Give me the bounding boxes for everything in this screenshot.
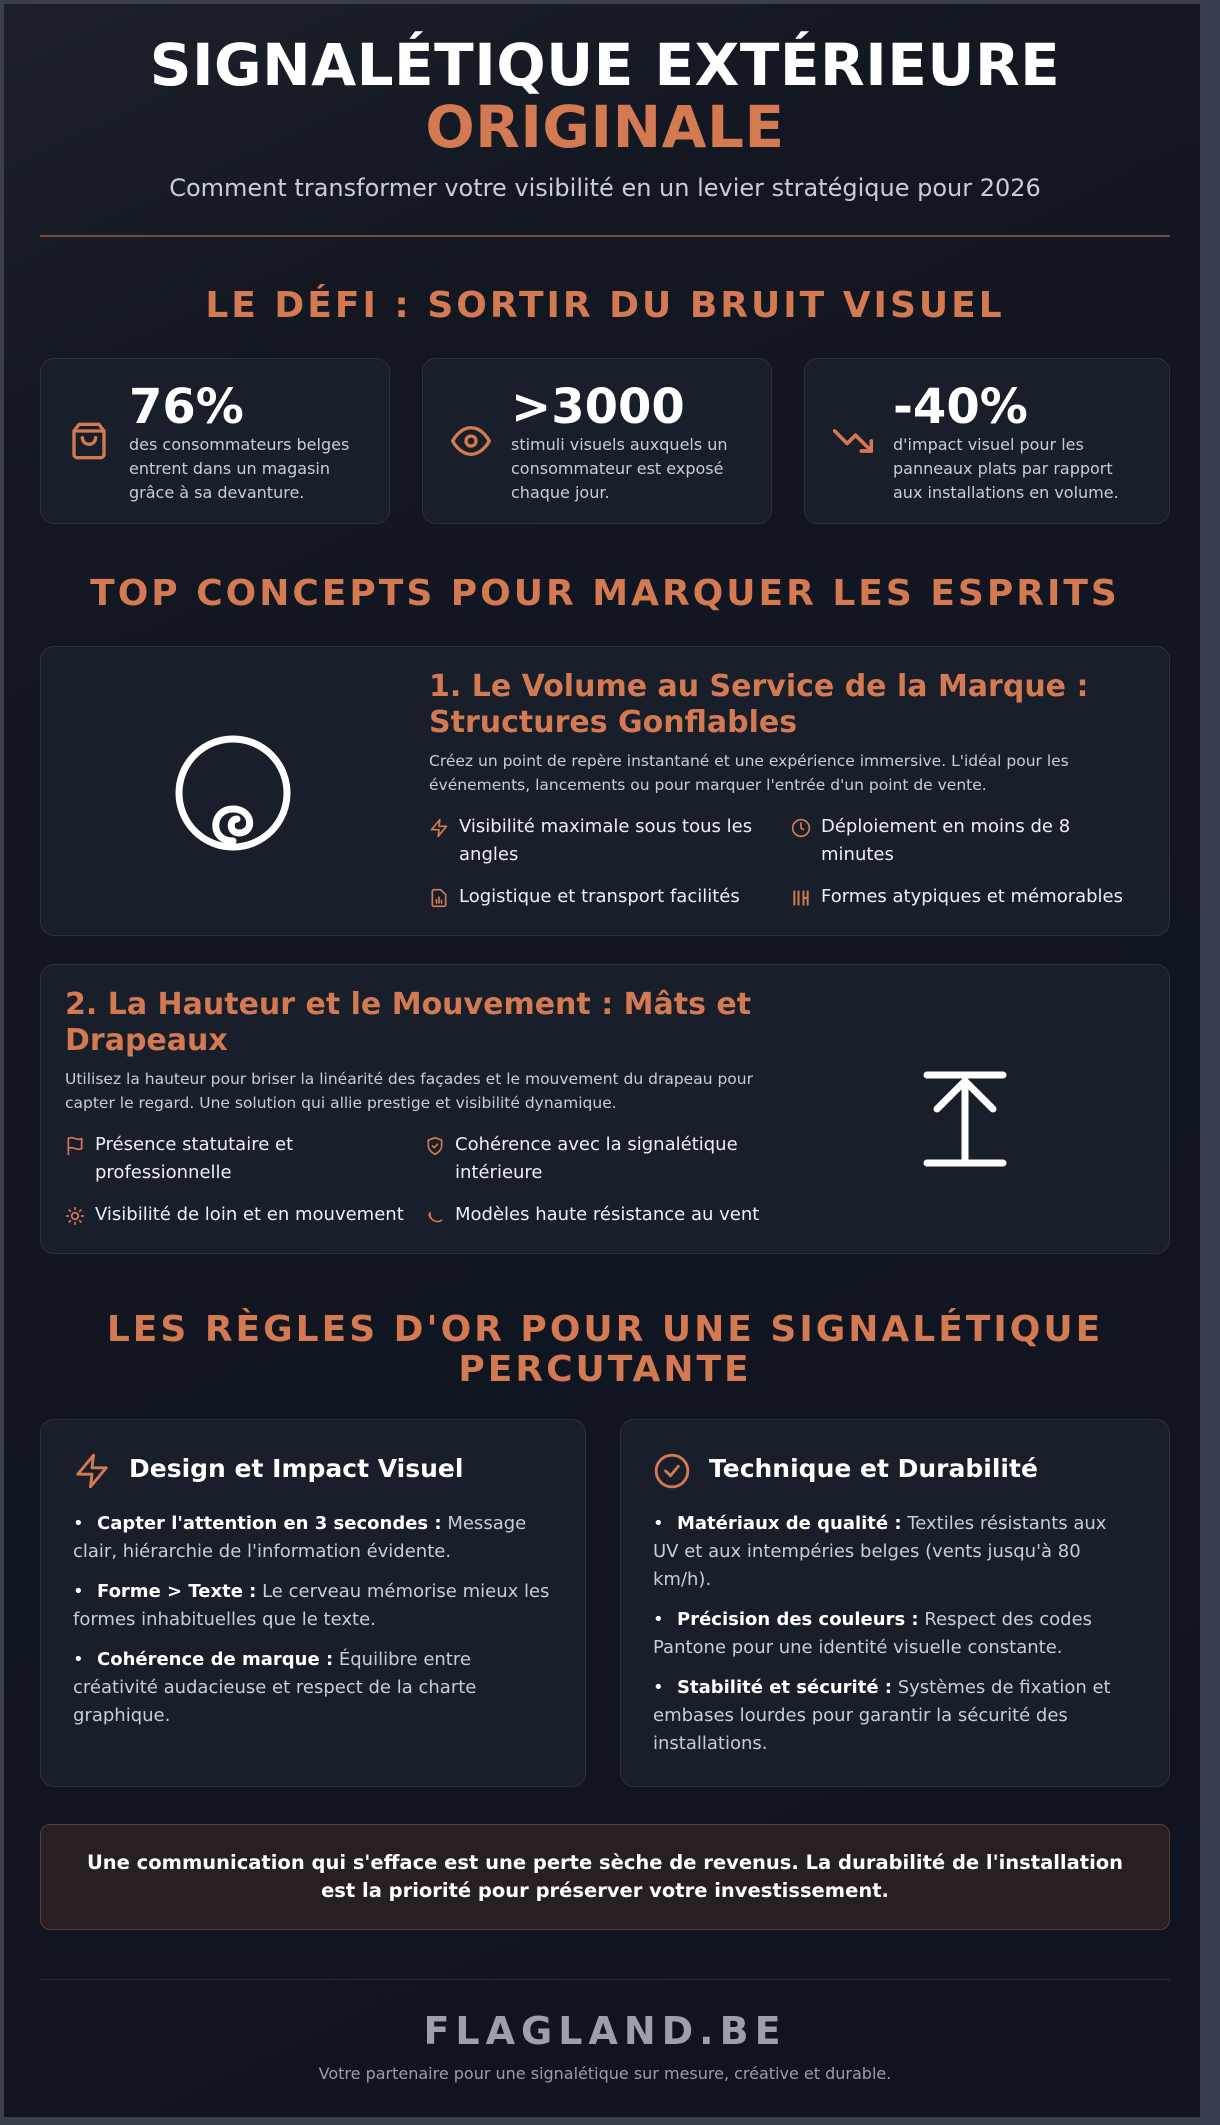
flagpole-height-icon	[923, 1069, 1007, 1169]
feature-label: Logistique et transport facilités	[459, 886, 740, 907]
stat-value: -40%	[893, 379, 1028, 435]
rule-card-title: Technique et Durabilité	[709, 1454, 1038, 1483]
rule-item-bold: Stabilité et sécurité :	[677, 1677, 892, 1698]
stat-value: >3000	[511, 379, 685, 435]
concept-description: Créez un point de repère instantané et une expérience immersive. L'idéal pour les événements, lancements ou pour marquer l'entrée d'un point de vente.	[429, 752, 1069, 794]
footer-tagline: Votre partenaire pour une signalétique sur mesure, créative et durable.	[318, 2064, 892, 2083]
trending-down-icon	[833, 421, 873, 461]
rule-item-text: Le cerveau mémorise mieux les formes inhabituelles que le texte.	[73, 1581, 550, 1630]
rule-item	[653, 1510, 1133, 1594]
feature-item	[429, 813, 759, 869]
rule-item	[73, 1510, 553, 1566]
rules-title-line2: PERCUTANTE	[458, 1349, 752, 1390]
feature-item	[425, 1131, 755, 1187]
zap-icon	[429, 818, 449, 838]
feature-item	[791, 883, 1151, 911]
feature-item	[65, 1201, 415, 1229]
concept-title: 1. Le Volume au Service de la Marque : Structures Gonflables	[429, 669, 1089, 740]
concept-card-flagpoles	[40, 964, 1170, 1254]
rule-item-text: Équilibre entre créativité audacieuse et respect de la charte graphique.	[73, 1649, 477, 1726]
concept-title: 2. La Hauteur et le Mouvement : Mâts et Drapeaux	[65, 987, 752, 1058]
rule-list	[653, 1510, 1133, 1770]
key-message-banner: Une communication qui s'efface est une perte sèche de revenus. La durabilité de l'installation est la priorité pour préserver votre investissement.	[40, 1824, 1170, 1930]
rule-item	[73, 1578, 553, 1634]
stat-value: 76%	[129, 379, 244, 435]
infographic-page	[4, 4, 1200, 2117]
sun-icon	[65, 1206, 85, 1226]
chart-file-icon	[429, 888, 449, 908]
hero-divider	[40, 235, 1170, 237]
inflatable-structure-icon	[173, 733, 293, 853]
feature-label: Visibilité de loin et en mouvement	[95, 1204, 404, 1225]
feature-label: Déploiement en moins de 8 minutes	[821, 816, 1071, 865]
hero-title	[40, 31, 1170, 161]
shapes-icon	[791, 888, 811, 908]
feature-item	[425, 1201, 765, 1229]
rule-item	[653, 1674, 1133, 1758]
concept-description: Utilisez la hauteur pour briser la linéarité des façades et le mouvement du drapeau pour capter le regard. Une solution qui allie prestige et visibilité dynamique.	[65, 1070, 753, 1112]
lightning-icon	[73, 1452, 111, 1490]
hero-title-line1: SIGNALÉTIQUE EXTÉRIEURE	[149, 31, 1061, 99]
rule-item-bold: Cohérence de marque :	[97, 1649, 334, 1670]
feature-item	[65, 1131, 395, 1187]
flag-icon	[65, 1136, 85, 1156]
rule-item	[73, 1646, 553, 1730]
concepts-title: TOP CONCEPTS POUR MARQUER LES ESPRITS	[90, 573, 1120, 614]
rule-item-bold: Capter l'attention en 3 secondes :	[97, 1513, 442, 1534]
rule-card-title: Design et Impact Visuel	[129, 1454, 464, 1483]
feature-label: Modèles haute résistance au vent	[455, 1204, 760, 1225]
challenge-title: LE DÉFI : SORTIR DU BRUIT VISUEL	[205, 285, 1005, 326]
shield-check-icon	[425, 1136, 445, 1156]
feature-label: Présence statutaire et professionnelle	[95, 1134, 294, 1183]
shopping-bag-icon	[69, 421, 109, 461]
stat-description: d'impact visuel pour les panneaux plats par rapport aux installations en volume.	[893, 435, 1119, 502]
rule-item	[653, 1606, 1133, 1662]
stat-card	[804, 358, 1170, 524]
rule-item-bold: Précision des couleurs :	[677, 1609, 919, 1630]
wind-icon	[425, 1206, 445, 1226]
rule-card-technique	[620, 1419, 1170, 1787]
stat-card	[422, 358, 772, 524]
rule-item-text: Systèmes de fixation et embases lourdes pour garantir la sécurité des installations.	[653, 1677, 1111, 1754]
feature-label: Formes atypiques et mémorables	[821, 886, 1124, 907]
rule-list	[73, 1510, 553, 1742]
stat-description: stimuli visuels auxquels un consommateur est exposé chaque jour.	[511, 435, 728, 502]
hero-section	[40, 4, 1170, 264]
eye-icon	[451, 421, 491, 461]
stat-card	[40, 358, 390, 524]
hero-title-line2: ORIGINALE	[425, 93, 785, 161]
footer-brand[interactable]: FLAGLAND.BE	[423, 2009, 787, 2053]
rule-item-text: Textiles résistants aux UV et aux intempéries belges (vents jusqu'à 80 km/h).	[653, 1513, 1107, 1590]
feature-label: Visibilité maximale sous tous les angles	[459, 816, 753, 865]
rules-title	[40, 1310, 1170, 1390]
concept-card-inflatable	[40, 646, 1170, 936]
feature-item	[429, 883, 769, 911]
hero-subtitle: Comment transformer votre visibilité en un levier stratégique pour 2026	[169, 174, 1041, 202]
stat-description: des consommateurs belges entrent dans un magasin grâce à sa devanture.	[129, 435, 350, 502]
check-circle-icon	[653, 1452, 691, 1490]
rule-item-text: Message clair, hiérarchie de l'information évidente.	[73, 1513, 527, 1562]
feature-item	[791, 813, 1131, 869]
rule-item-bold: Forme > Texte :	[97, 1581, 257, 1602]
rules-title-line1: LES RÈGLES D'OR POUR UNE SIGNALÉTIQUE	[106, 1309, 1104, 1350]
rule-card-design	[40, 1419, 586, 1787]
rule-item-text: Respect des codes Pantone pour une identité visuelle constante.	[653, 1609, 1093, 1658]
rule-item-bold: Matériaux de qualité :	[677, 1513, 902, 1534]
feature-label: Cohérence avec la signalétique intérieure	[455, 1134, 738, 1183]
footer-divider	[40, 1979, 1170, 1980]
clock-icon	[791, 818, 811, 838]
